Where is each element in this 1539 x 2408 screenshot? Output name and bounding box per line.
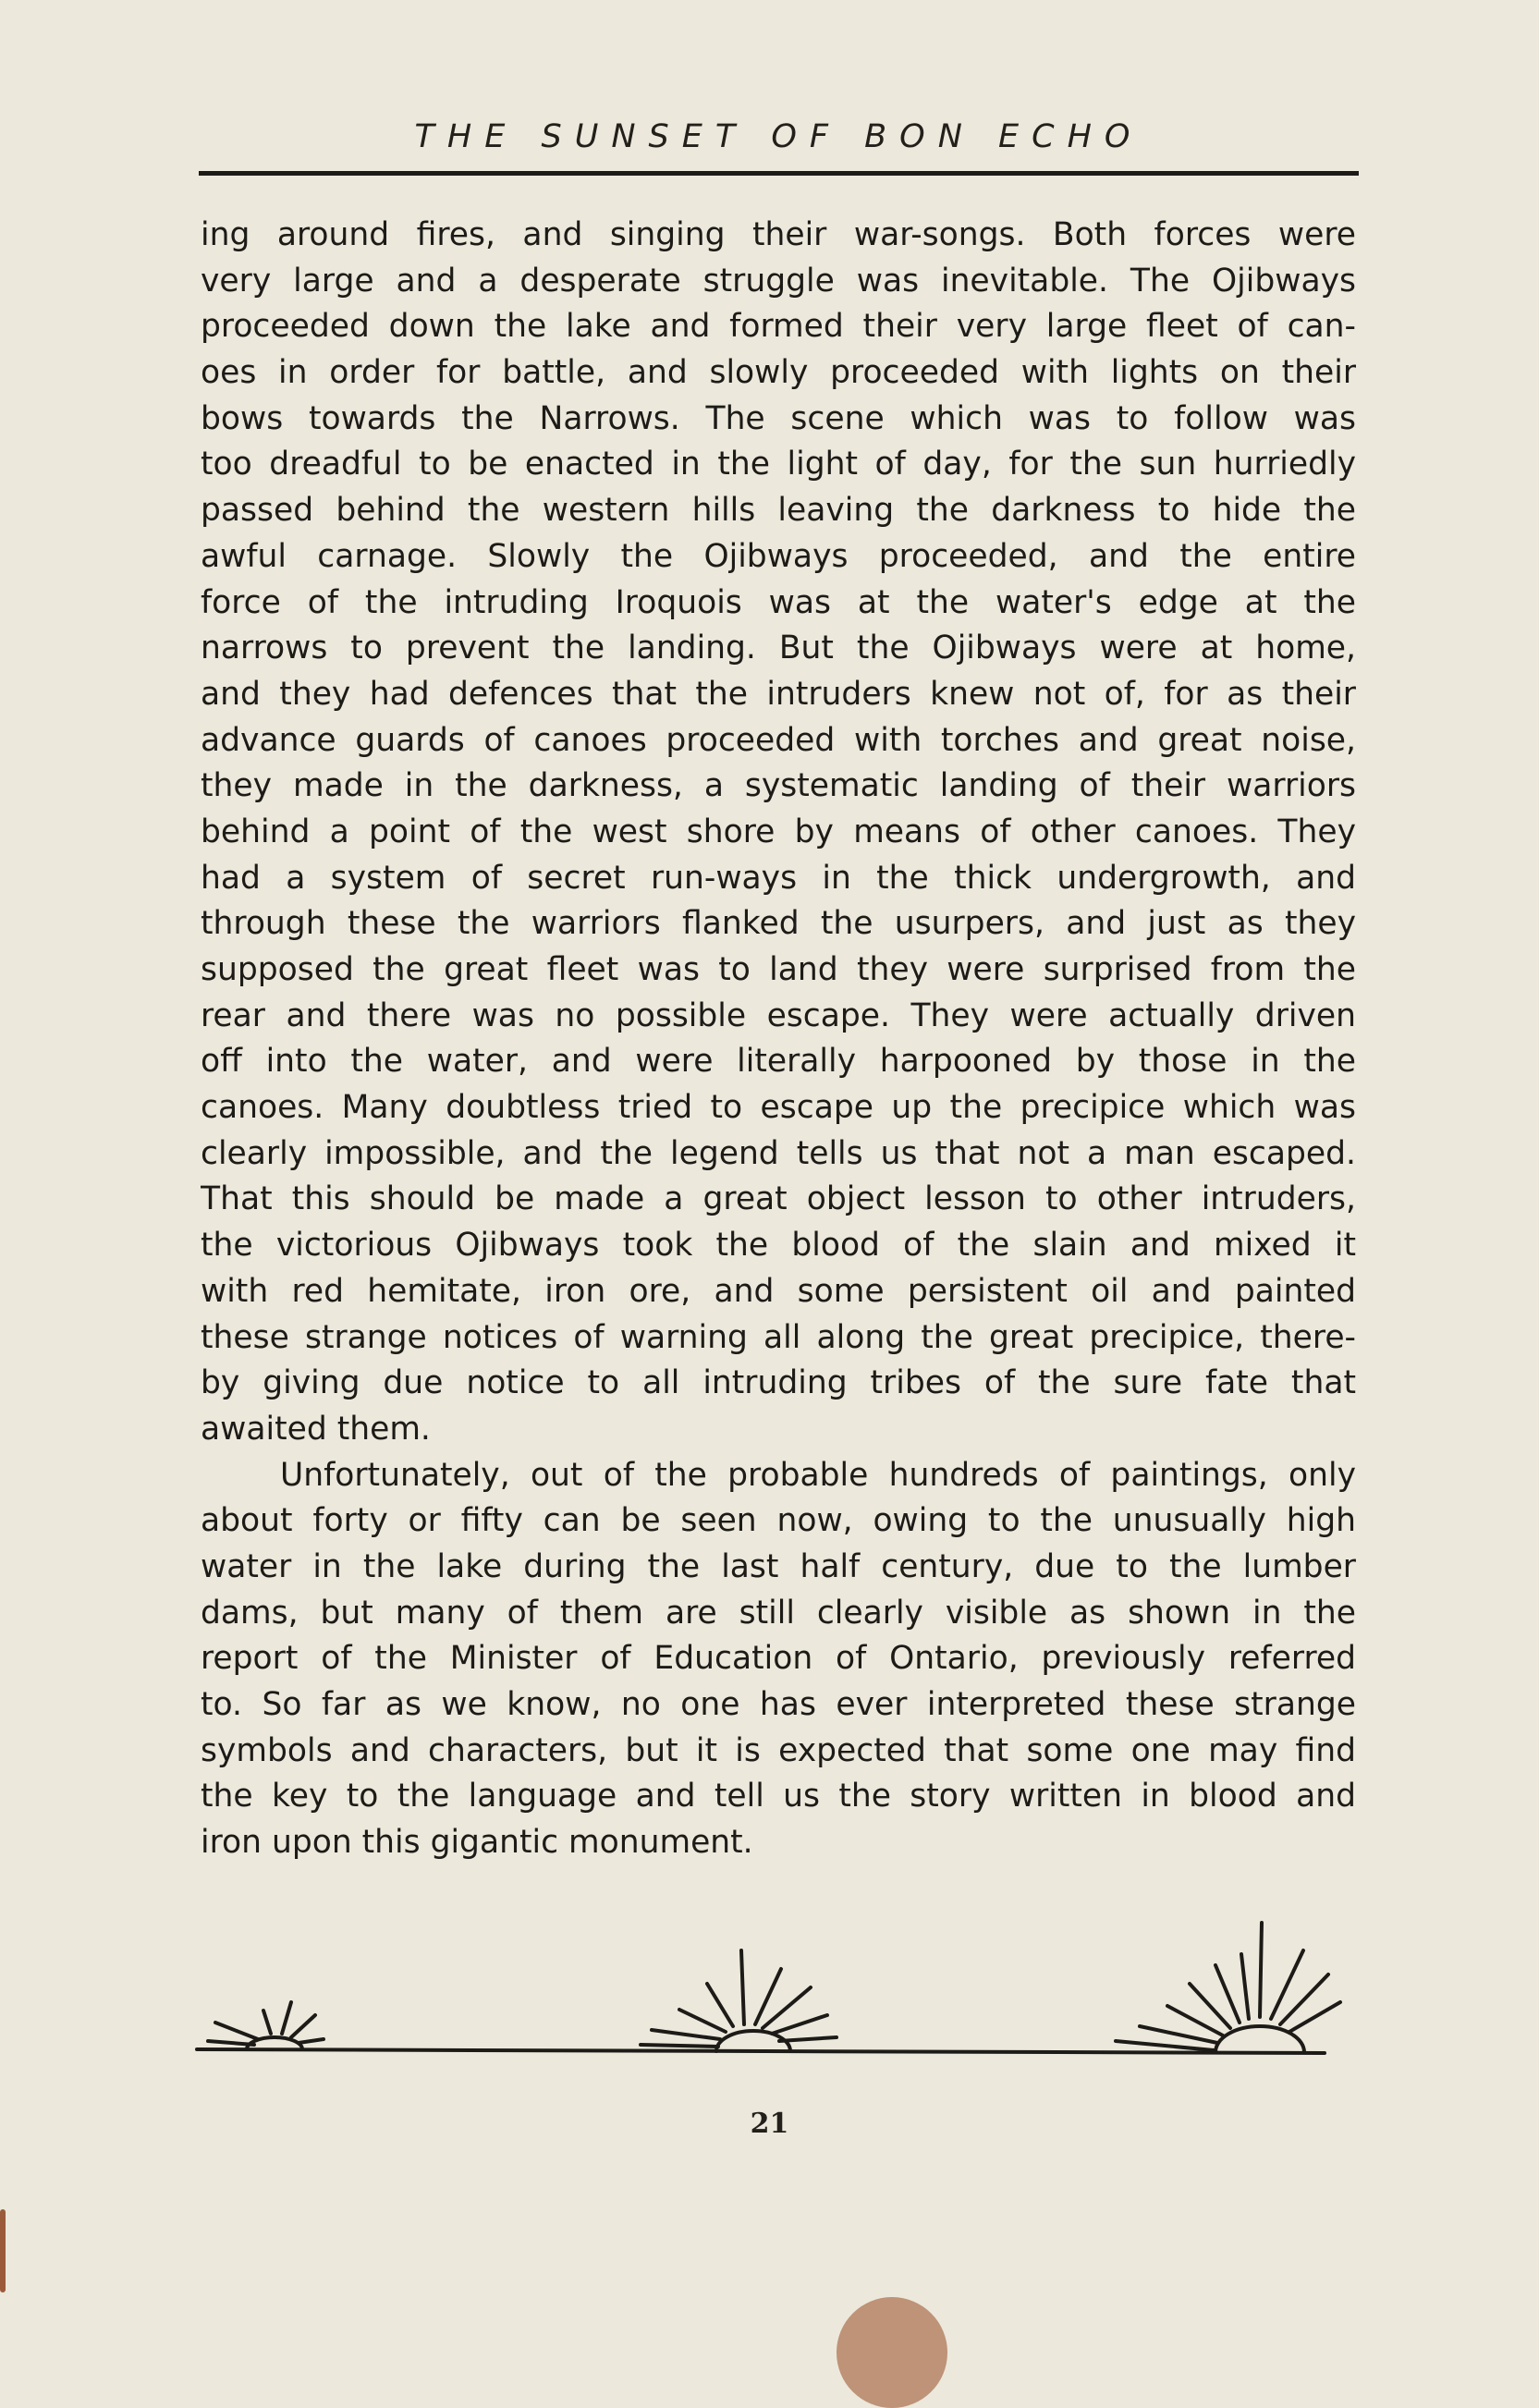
text-line: bows towards the Narrows. The scene which was to follow was <box>201 399 1356 437</box>
text-line: through these the warriors flanked the usurpers, and just as they <box>201 905 1356 943</box>
text-line: clearly impossible, and the legend tells us that not a man escaped. <box>201 1134 1356 1172</box>
text-line: with red hemitate, iron ore, and some persistent oil and painted <box>201 1272 1356 1310</box>
edge-mark <box>0 2209 6 2292</box>
text-line: too dreadful to be enacted in the light of day, for the sun hurriedly <box>201 446 1356 483</box>
text-line: they made in the darkness, a systematic landing of their warriors <box>201 767 1356 805</box>
text-line: the victorious Ojibways took the blood of the slain and mixed it <box>201 1227 1356 1265</box>
text-line: rear and there was no possible escape. They were actually driven <box>201 996 1356 1034</box>
text-line: ing around fires, and singing their war-songs. Both forces were <box>201 216 1356 253</box>
text-line: supposed the great fleet was to land they were surprised from the <box>201 951 1356 988</box>
text-line: the key to the language and tell us the story written in blood and <box>201 1778 1356 1815</box>
text-line: advance guards of canoes proceeded with torches and great noise, <box>201 721 1356 759</box>
text-line: oes in order for battle, and slowly proceeded with lights on their <box>201 354 1356 392</box>
text-line: Unfortunately, out of the probable hundreds of paintings, only <box>280 1456 1356 1494</box>
text-line: behind a point of the west shore by means of other canoes. They <box>201 813 1356 850</box>
paragraph-2 <box>201 1453 1356 1866</box>
text-line: off into the water, and were literally harpooned by those in the <box>201 1043 1356 1081</box>
text-line: awful carnage. Slowly the Ojibways proceeded, and the entire <box>201 537 1356 575</box>
text-line: proceeded down the lake and formed their very large fleet of can- <box>201 308 1356 346</box>
page-number: 21 <box>750 2108 789 2140</box>
text-line: That this should be made a great object lesson to other intruders, <box>201 1180 1356 1218</box>
text-line: narrows to prevent the landing. But the Ojibways were at home, <box>201 630 1356 667</box>
text-line: iron upon this gigantic monument. <box>201 1824 753 1862</box>
text-line: force of the intruding Iroquois was at the water's edge at the <box>201 583 1356 621</box>
text-line: by giving due notice to all intruding tribes of the sure fate that <box>201 1364 1356 1402</box>
text-line: to. So far as we know, no one has ever interpreted these strange <box>201 1686 1356 1723</box>
paragraph-1 <box>201 213 1356 1453</box>
text-line: canoes. Many doubtless tried to escape up the precipice which was <box>201 1089 1356 1127</box>
text-line: very large and a desperate struggle was inevitable. The Ojibways <box>201 262 1356 299</box>
page-stain <box>837 2297 947 2408</box>
text-line: awaited them. <box>201 1410 431 1448</box>
text-line: symbols and characters, but it is expected that some one may find <box>201 1731 1356 1769</box>
text-line: report of the Minister of Education of Ontario, previously referred <box>201 1640 1356 1678</box>
text-line: had a system of secret run-ways in the thick undergrowth, and <box>201 859 1356 897</box>
text-line: water in the lake during the last half century, due to the lumber <box>201 1547 1356 1585</box>
body-text <box>201 213 1356 1866</box>
text-line: these strange notices of warning all along the great precipice, there- <box>201 1318 1356 1356</box>
text-line: dams, but many of them are still clearly visible as shown in the <box>201 1594 1356 1632</box>
text-line: and they had defences that the intruders knew not of, for as their <box>201 675 1356 713</box>
running-head: THE SUNSET OF BON ECHO <box>414 118 1143 155</box>
header-rule <box>199 171 1359 176</box>
text-line: passed behind the western hills leaving the darkness to hide the <box>201 492 1356 530</box>
text-line: about forty or fifty can be seen now, owing to the unusually high <box>201 1502 1356 1540</box>
rising-suns-icon <box>189 1913 1363 2098</box>
